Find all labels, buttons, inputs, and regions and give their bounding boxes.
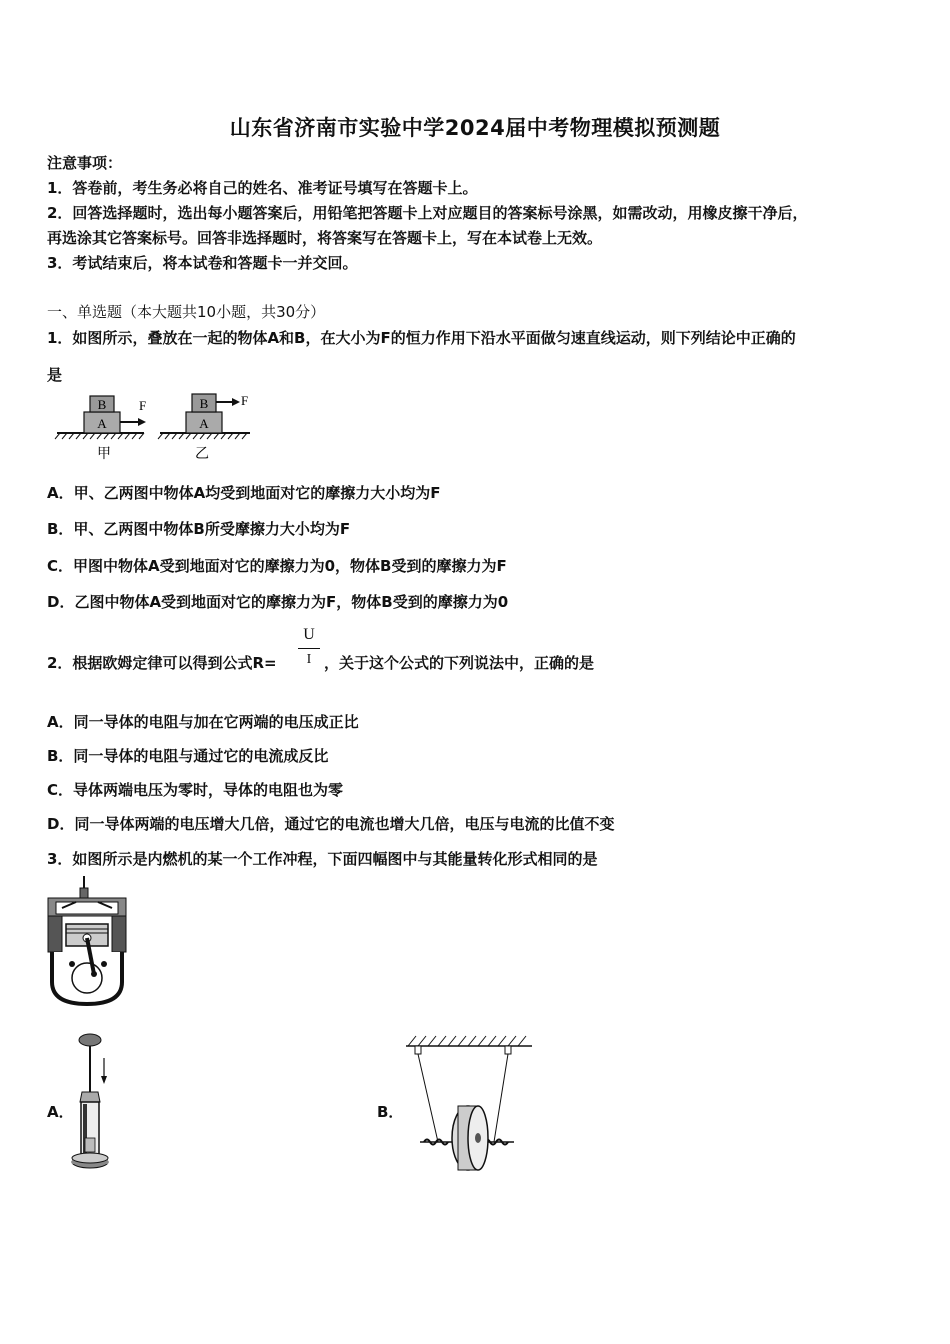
notice-item-2: 2．回答选择题时，选出每小题答案后，用铅笔把答题卡上对应题目的答案标号涂黑，如需改动，用橡皮擦干净后， (47, 204, 808, 222)
q1-option-a: A．甲、乙两图中物体A均受到地面对它的摩擦力大小均为F (47, 484, 441, 502)
block-a-label: A (97, 416, 107, 431)
q1-stem-line1: 1．如图所示，叠放在一起的物体A和B，在大小为F的恒力作用下沿水平面做匀速直线运动，则下列结论中正确的 (47, 329, 796, 347)
page-title: 山东省济南市实验中学2024届中考物理模拟预测题 (229, 116, 721, 140)
figure-jia (55, 396, 146, 462)
block-b-label-yi: B (199, 396, 209, 411)
engine-figure (42, 874, 132, 1010)
q3-option-b-label[interactable]: B． (377, 1103, 404, 1121)
fraction-denominator: I (306, 652, 312, 667)
section-heading: 一、单选题（本大题共10小题，共30分） (47, 303, 326, 321)
caption-yi: 乙 (195, 447, 209, 462)
q1-option-c: C．甲图中物体A受到地面对它的摩擦力为0，物体B受到的摩擦力为F (47, 557, 507, 575)
arrow-icon (232, 398, 240, 406)
block-b-label: B (97, 397, 107, 412)
q2-stem-pre: 2．根据欧姆定律可以得到公式R= (47, 654, 277, 672)
formula-fraction (298, 626, 320, 668)
figure-yi (158, 393, 250, 462)
fraction-numerator: U (303, 626, 315, 643)
force-label-jia: F (139, 398, 147, 413)
q2-stem-post: ，关于这个公式的下列说法中，正确的是 (324, 654, 595, 672)
arrow-icon (138, 418, 146, 426)
q2-option-b: B．同一导体的电阻与通过它的电流成反比 (47, 747, 329, 765)
q1-option-d: D．乙图中物体A受到地面对它的摩擦力为F，物体B受到的摩擦力为0 (47, 593, 509, 611)
notice-item-3: 3．考试结束后，将本试卷和答题卡一并交回。 (47, 254, 358, 272)
q1-stem-line2: 是 (47, 366, 63, 384)
q2-option-d: D．同一导体两端的电压增大几倍，通过它的电流也增大几倍，电压与电流的比值不变 (47, 815, 615, 833)
notice-item-1: 1．答卷前，考生务必将自己的姓名、准考证号填写在答题卡上。 (47, 179, 478, 197)
q2-option-a: A．同一导体的电阻与加在它两端的电压成正比 (47, 713, 359, 731)
notice-item-2-cont: 再选涂其它答案标号。回答非选择题时，将答案写在答题卡上，写在本试卷上无效。 (47, 229, 603, 247)
q3-stem: 3．如图所示是内燃机的某一个工作冲程，下面四幅图中与其能量转化形式相同的是 (47, 850, 598, 868)
pump-figure (70, 1032, 116, 1174)
rolling-wheel-figure (402, 1032, 536, 1176)
caption-jia: 甲 (97, 447, 111, 462)
q1-figure (52, 390, 257, 465)
q3-option-a-label[interactable]: A． (47, 1103, 74, 1121)
q1-option-b: B．甲、乙两图中物体B所受摩擦力大小均为F (47, 520, 351, 538)
arrow-down-icon (101, 1076, 107, 1084)
q2-option-c: C．导体两端电压为零时，导体的电阻也为零 (47, 781, 344, 799)
block-a-label-yi: A (199, 416, 209, 431)
fraction-bar (298, 648, 320, 649)
notice-heading: 注意事项： (47, 154, 123, 172)
force-label-yi: F (241, 393, 249, 408)
